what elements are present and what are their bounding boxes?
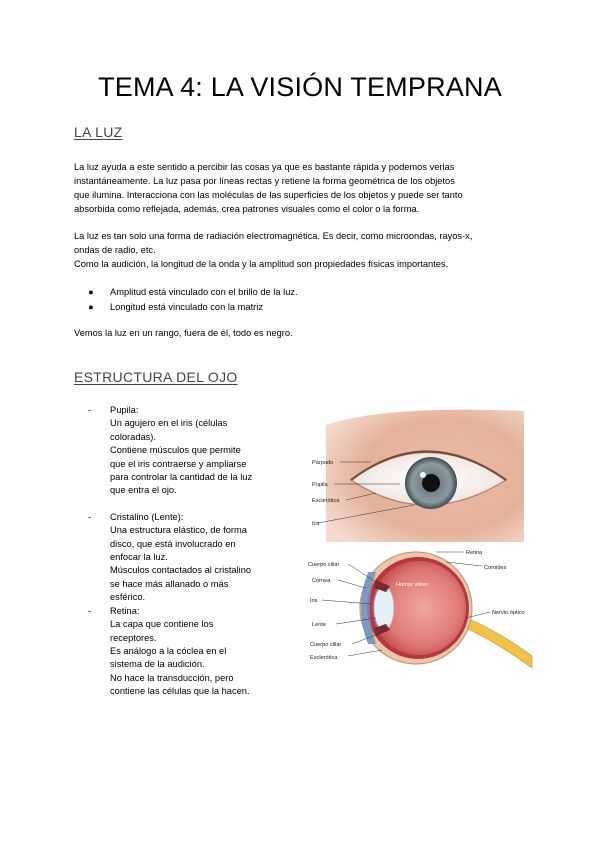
item-line: Músculos contactados al cristalino [110, 565, 252, 576]
item-line: receptores. [110, 632, 157, 643]
dash-icon: - [88, 605, 92, 616]
lens-shape [374, 586, 394, 630]
item-line: Es análogo a la cóclea en el [110, 645, 227, 656]
paragraph-luz-1 [74, 160, 544, 216]
label-ciliary-bottom: Cuerpo ciliar [310, 642, 342, 648]
item-line: sistema de la audición. [110, 659, 205, 670]
paragraph-line: La luz ayuda a este sentido a percibir las cosas ya que es bastante rápida y podemos verlas [74, 162, 455, 172]
bullet-icon: ● [88, 302, 94, 312]
item-line: Contiene músculos que permite [110, 445, 241, 456]
eye-external-figure [296, 405, 524, 542]
list-item [88, 285, 298, 300]
paragraph-line: ondas de radio, etc. [74, 245, 156, 255]
paragraph-line: instantáneamente. La luz pasa por líneas rectas y retiene la forma geométrica de los objetos [74, 176, 455, 186]
item-line: No hace la transducción, pero [110, 672, 234, 683]
list-item-retina [88, 605, 252, 699]
list-item-cristalino [88, 511, 252, 605]
bullet-text: Longitud está vinculado con la matriz [110, 302, 263, 312]
label-vitreous: Humor vítreo [396, 582, 429, 588]
label-choroid: Coroides [484, 565, 507, 571]
item-line: La capa que contiene los [110, 619, 214, 630]
cornea-leader [338, 580, 366, 588]
paragraph-line: Vemos la luz en un rango, fuera de él, todo es negro. [74, 328, 293, 338]
item-line: Un agujero en el iris (células [110, 418, 228, 429]
bullet-icon: ● [88, 287, 94, 297]
bullet-text: Amplitud está vinculado con el brillo de la luz. [110, 287, 298, 297]
item-line: contiene las células que la hacen. [110, 686, 250, 697]
paragraph-line: La luz es tan solo una forma de radiación electromagnética. Es decir, como microondas, rayos-x, [74, 231, 473, 241]
section-heading-la-luz: LA LUZ [74, 124, 123, 140]
item-line: coloradas). [110, 431, 156, 442]
paragraph-luz-2 [74, 229, 544, 271]
label-iris-2: Iris [310, 598, 318, 604]
label-optic-nerve: Nervio óptico [492, 610, 525, 616]
item-line: disco, que está involucrado en [110, 538, 236, 549]
item-line: que entra el ojo. [110, 485, 177, 496]
label-retina: Retina [466, 550, 483, 556]
label-ciliary-top: Cuerpo ciliar [308, 562, 340, 568]
item-line: Una estructura elástico, de forma [110, 525, 247, 536]
reflection-shape [420, 472, 426, 478]
item-line: que el iris contraerse y ampliarse [110, 458, 247, 469]
paragraph-line: absorbida como reflejada, además, crea patrones visuales como el color o la forma. [74, 204, 420, 214]
list-item-pupila [88, 404, 252, 498]
label-sclera-2: Esclerótica [310, 655, 338, 661]
paragraph-line: que ilumina. Interacciona con las moléculas de las superficies de los objetos y puede ser tanto [74, 190, 463, 200]
label-eyelid: Párpado [312, 460, 334, 466]
label-pupil: Pupila [312, 482, 328, 488]
section-heading-estructura: ESTRUCTURA DEL OJO [74, 369, 238, 385]
item-line: para controlar la cantidad de la luz [110, 472, 253, 483]
eye-structure-list [88, 404, 252, 699]
dash-icon: - [88, 405, 92, 415]
sclera-leader-2 [348, 650, 382, 656]
paragraph-line: Como la audición, la longitud de la onda y la amplitud son propiedades físicas importantes. [74, 259, 449, 269]
page-title: TEMA 4: LA VISIÓN TEMPRANA [98, 72, 502, 102]
eye-section-figure [306, 544, 536, 672]
item-line: esférico. [110, 592, 146, 603]
list-item [88, 300, 298, 315]
item-line: se hace más allanado o más [110, 578, 229, 589]
paragraph-luz-3 [74, 326, 544, 340]
item-title: Cristalino (Lente): [110, 511, 184, 522]
label-sclera: Esclerótica [312, 498, 340, 504]
bullet-list [88, 285, 298, 315]
label-cornea: Córnea [312, 578, 331, 584]
label-iris: Iris [312, 521, 320, 527]
dash-icon: - [88, 511, 92, 522]
item-title: Retina: [110, 605, 140, 616]
item-line: enfocar la luz. [110, 552, 168, 563]
item-title: Pupila: [110, 405, 139, 415]
label-lens: Lente [312, 622, 326, 628]
